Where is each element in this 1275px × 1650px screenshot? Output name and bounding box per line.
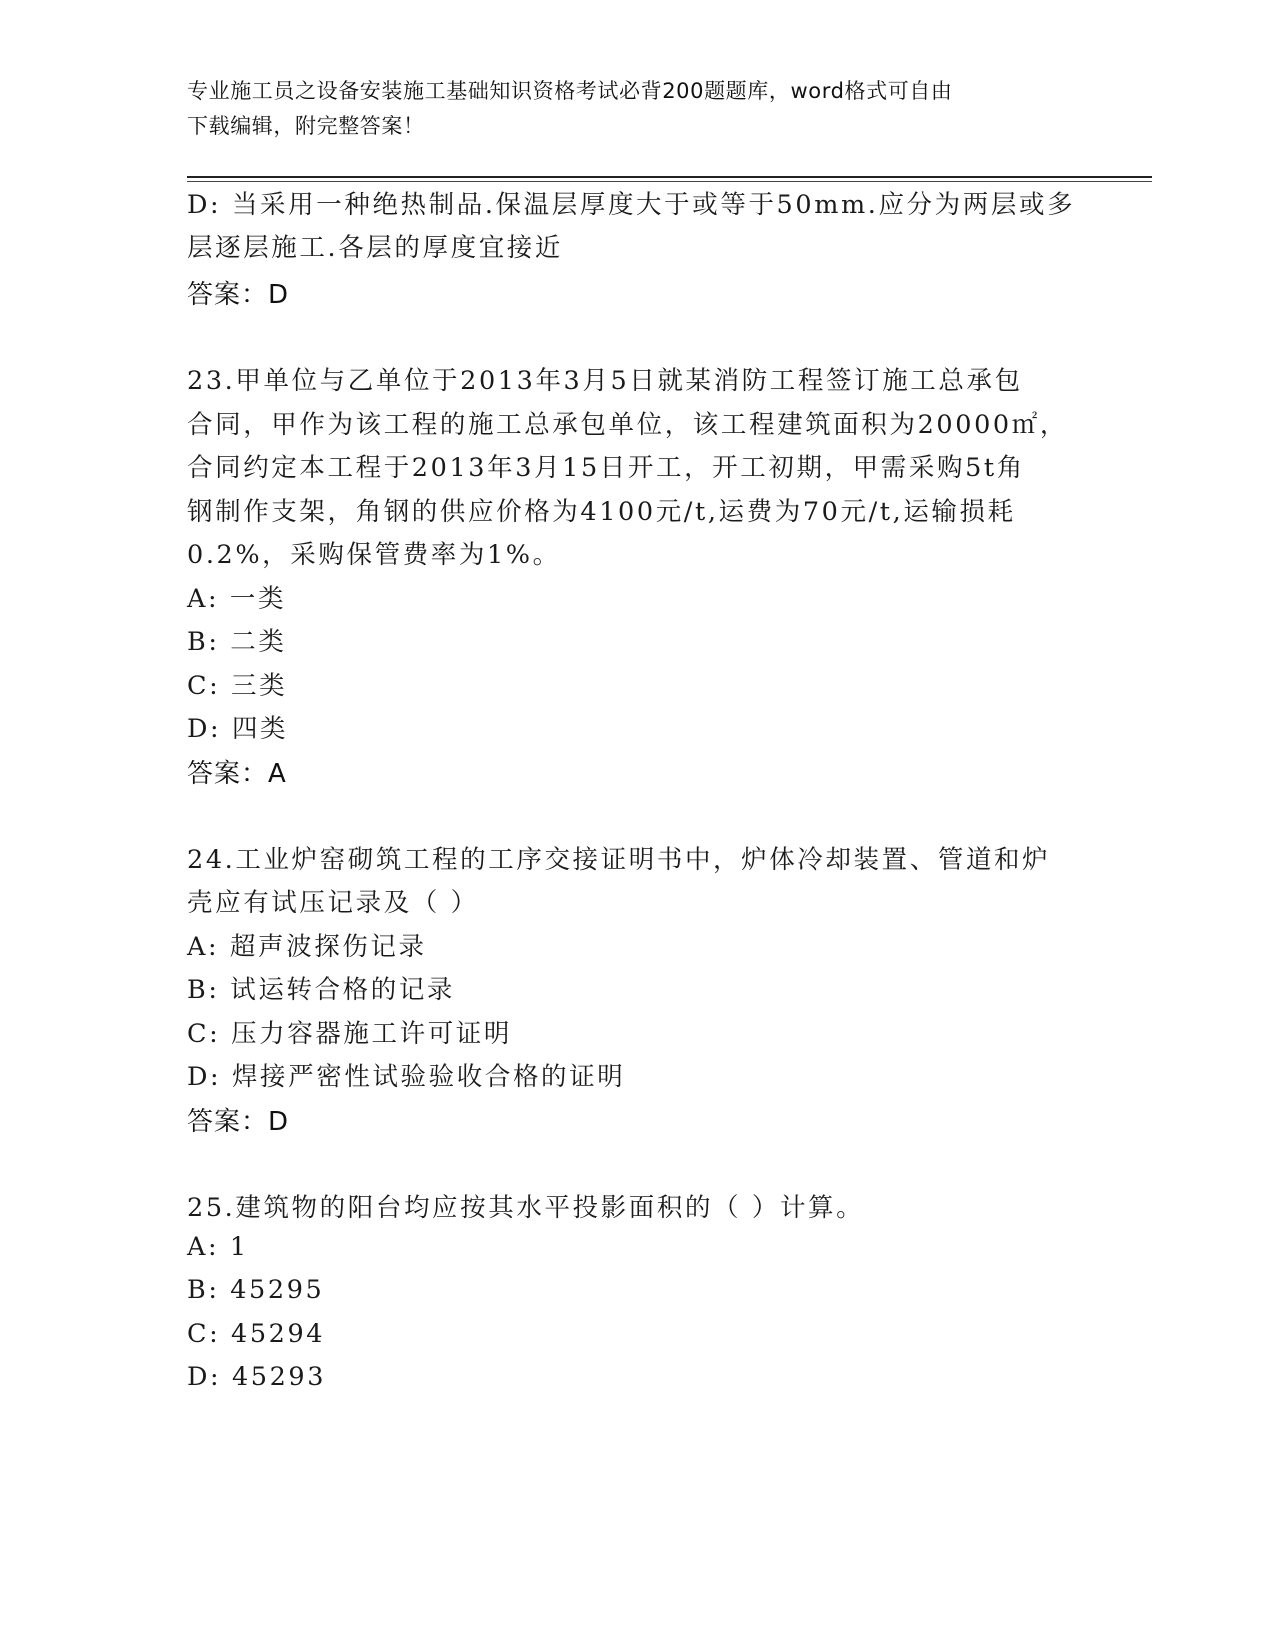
q23-option-b: B: 二类 [187,627,287,657]
q25-option-d: D: 45293 [187,1362,327,1392]
q23-stem-line-3: 合同约定本工程于2013年3月15日开工，开工初期，甲需采购5t角 [187,453,1025,483]
q23-stem-line-5: 0.2%，采购保管费率为1%。 [187,540,561,570]
header-line-2: 下载编辑，附完整答案！ [187,114,425,138]
q25-stem-line-1: 25.建筑物的阳台均应按其水平投影面积的（ ）计算。 [187,1193,865,1223]
q23-option-d: D: 四类 [187,714,289,744]
document-header [187,74,1087,144]
q23-stem-line-4: 钢制作支架，角钢的供应价格为4100元/t,运费为70元/t,运输损耗 [187,497,1016,527]
q25-option-a: A: 1 [187,1232,249,1262]
q23-option-c: C: 三类 [187,671,288,701]
q25-option-b: B: 45295 [187,1275,325,1305]
q24-option-b: B: 试运转合格的记录 [187,975,456,1005]
q24-stem-line-2: 壳应有试压记录及（ ） [187,888,479,918]
q24-option-a: A: 超声波探伤记录 [187,932,427,962]
q23-stem-line-2: 合同，甲作为该工程的施工总承包单位，该工程建筑面积为20000㎡， [187,410,1068,440]
q24-stem-line-1: 24.工业炉窑砌筑工程的工序交接证明书中，炉体冷却装置、管道和炉 [187,845,1051,875]
q24-option-c: C: 压力容器施工许可证明 [187,1019,513,1049]
header-divider-thick [187,176,1152,178]
prev-answer: 答案：D [187,280,290,310]
q25-option-c: C: 45294 [187,1319,326,1349]
q24-answer: 答案：D [187,1107,290,1137]
q23-stem-line-1: 23.甲单位与乙单位于2013年3月5日就某消防工程签订施工总承包 [187,366,1023,396]
header-line-1: 专业施工员之设备安装施工基础知识资格考试必背200题题库，word格式可自由 [187,79,953,103]
header-divider-thin [187,181,1152,182]
prev-option-d-line-2: 层逐层施工.各层的厚度宜接近 [187,233,564,263]
prev-option-d-line-1: D: 当采用一种绝热制品.保温层厚度大于或等于50mm.应分为两层或多 [187,190,1076,220]
q23-answer: 答案：A [187,759,287,789]
q24-option-d: D: 焊接严密性试验验收合格的证明 [187,1062,626,1092]
q23-option-a: A: 一类 [187,584,287,614]
